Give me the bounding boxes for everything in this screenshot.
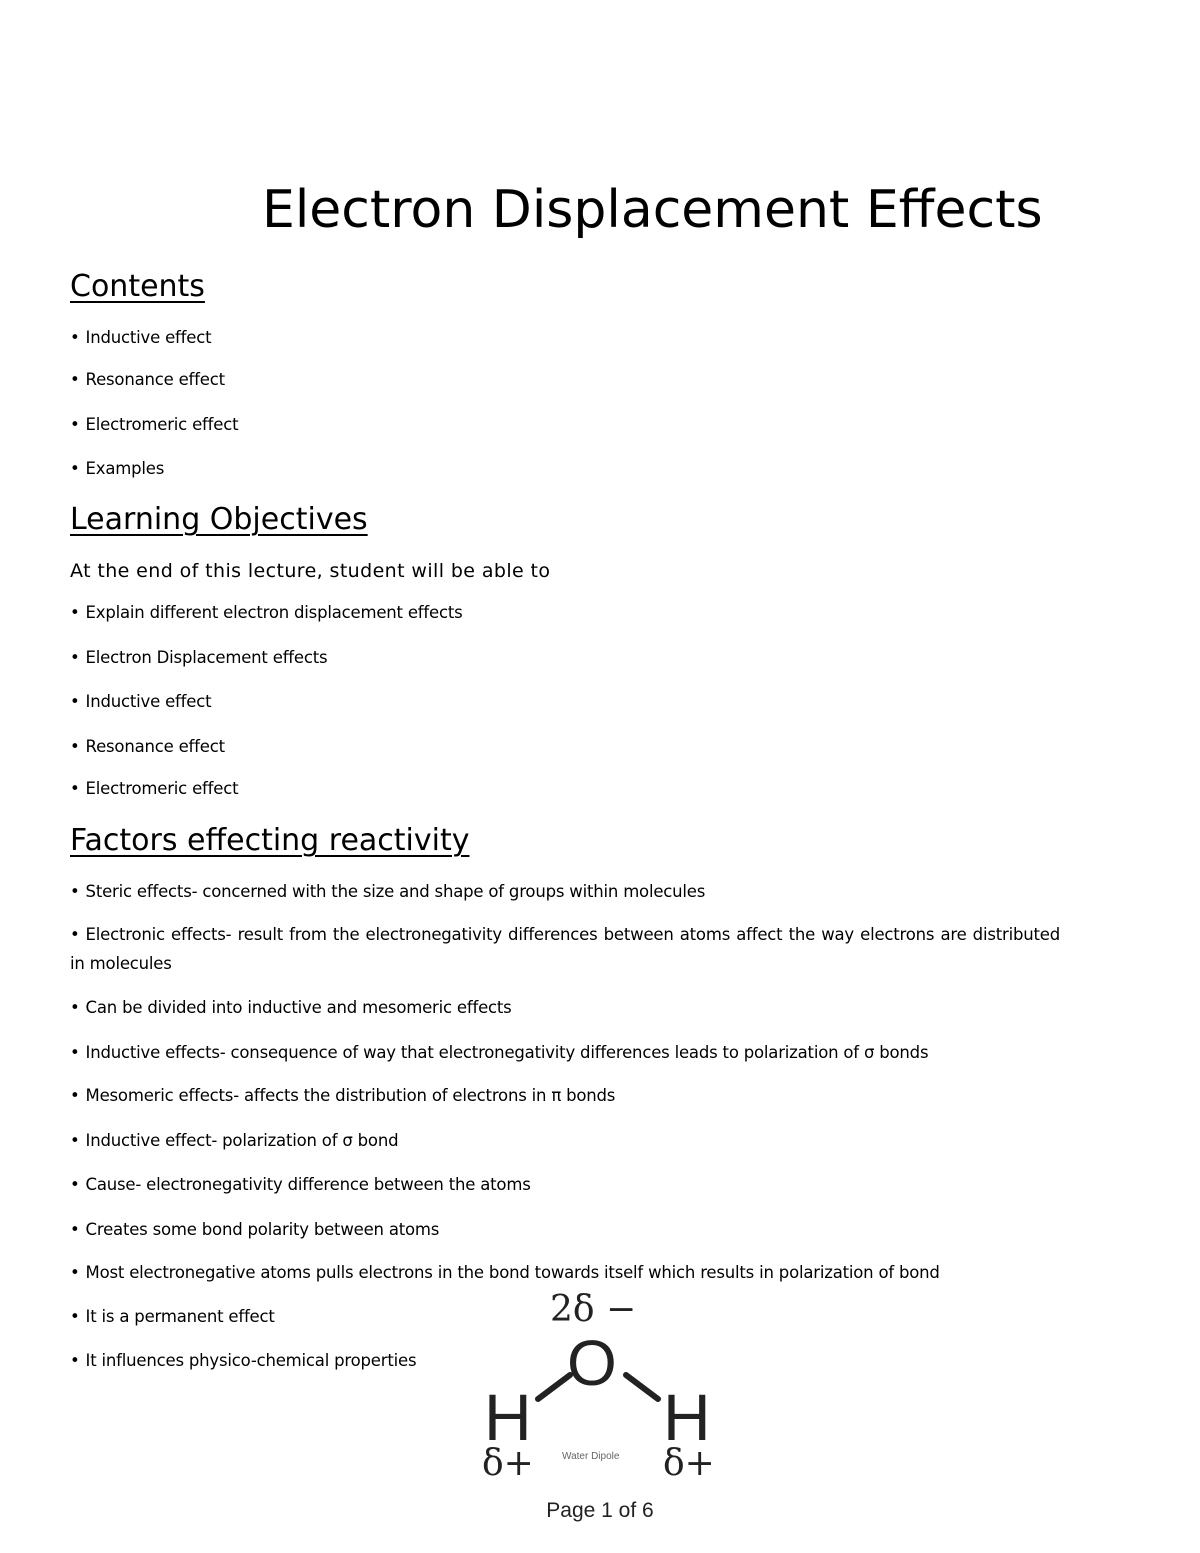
objectives-item xyxy=(70,602,463,624)
factors-item xyxy=(70,1085,615,1107)
factors-item xyxy=(70,920,1060,978)
contents-heading: Contents xyxy=(70,269,205,304)
factors-item xyxy=(70,997,512,1019)
bullet-symbol: • xyxy=(70,328,80,347)
factors-item-text: Creates some bond polarity between atoms xyxy=(85,1220,440,1239)
water-dipole-figure xyxy=(478,1285,738,1485)
factors-item-text: Steric effects- concerned with the size and shape of groups within molecules xyxy=(85,882,706,901)
objectives-item-text: Explain different electron displacement effects xyxy=(85,603,463,622)
bullet-symbol: • xyxy=(70,415,80,434)
factors-item-text: Electronic effects- result from the electronegativity differences between atoms affect the way electrons are distributed in molecules xyxy=(70,925,1060,973)
bullet-symbol: • xyxy=(70,1131,80,1150)
contents-item-text: Electromeric effect xyxy=(85,415,239,434)
bullet-symbol: • xyxy=(70,459,80,478)
objectives-item-text: Electromeric effect xyxy=(85,779,239,798)
factors-item xyxy=(70,1174,531,1196)
bullet-symbol: • xyxy=(70,925,80,944)
objectives-item xyxy=(70,647,327,669)
factors-item-text: Cause- electronegativity difference between the atoms xyxy=(85,1175,531,1194)
factors-item xyxy=(70,1350,416,1372)
bullet-symbol: • xyxy=(70,692,80,711)
contents-item xyxy=(70,369,225,391)
factors-item xyxy=(70,1262,940,1284)
objectives-item xyxy=(70,691,211,713)
contents-item xyxy=(70,327,211,349)
bullet-symbol: • xyxy=(70,1263,80,1282)
bullet-symbol: • xyxy=(70,1175,80,1194)
factors-item xyxy=(70,1042,928,1064)
factors-item-text: It is a permanent effect xyxy=(85,1307,275,1326)
bullet-symbol: • xyxy=(70,998,80,1017)
factors-item-text: Inductive effect- polarization of σ bond xyxy=(85,1131,399,1150)
left-hydrogen-charge: δ+ xyxy=(482,1443,534,1484)
document-title: Electron Displacement Effects xyxy=(262,180,1043,240)
factors-heading: Factors effecting reactivity xyxy=(70,823,470,858)
right-hydrogen-charge: δ+ xyxy=(663,1443,715,1484)
factors-item-text: It influences physico-chemical properties xyxy=(85,1351,417,1370)
bullet-symbol: • xyxy=(70,1043,80,1062)
bullet-symbol: • xyxy=(70,603,80,622)
factors-item xyxy=(70,1306,275,1328)
factors-item-text: Mesomeric effects- affects the distribution of electrons in π bonds xyxy=(85,1086,616,1105)
water-dipole-diagram xyxy=(478,1285,738,1485)
objectives-item xyxy=(70,778,238,800)
objectives-item-text: Electron Displacement effects xyxy=(85,648,328,667)
page-number: Page 1 of 6 xyxy=(546,1499,654,1522)
contents-item-text: Examples xyxy=(85,459,165,478)
bullet-symbol: • xyxy=(70,779,80,798)
factors-item-text: Inductive effects- consequence of way that electronegativity differences leads to polarization of σ bonds xyxy=(85,1043,929,1062)
factors-item xyxy=(70,1219,439,1241)
bullet-symbol: • xyxy=(70,1307,80,1326)
objectives-item-text: Inductive effect xyxy=(85,692,212,711)
contents-item xyxy=(70,458,164,480)
factors-item-text: Most electronegative atoms pulls electrons in the bond towards itself which results in polarization of bond xyxy=(85,1263,940,1282)
contents-item xyxy=(70,414,238,436)
factors-item-text: Can be divided into inductive and mesomeric effects xyxy=(85,998,512,1017)
left-hydrogen-label: H xyxy=(484,1380,532,1454)
right-bond-line xyxy=(626,1375,658,1399)
bullet-symbol: • xyxy=(70,1351,80,1370)
factors-item xyxy=(70,881,705,903)
right-hydrogen-label: H xyxy=(663,1380,711,1454)
bullet-symbol: • xyxy=(70,882,80,901)
bullet-symbol: • xyxy=(70,1220,80,1239)
objectives-item xyxy=(70,736,225,758)
bullet-symbol: • xyxy=(70,370,80,389)
objectives-item-text: Resonance effect xyxy=(85,737,225,756)
oxygen-atom-label: O xyxy=(567,1327,617,1399)
contents-item-text: Resonance effect xyxy=(85,370,225,389)
factors-item xyxy=(70,1130,398,1152)
bullet-symbol: • xyxy=(70,737,80,756)
objectives-heading: Learning Objectives xyxy=(70,502,368,537)
objectives-intro: At the end of this lecture, student will be able to xyxy=(70,560,551,582)
figure-caption: Water Dipole xyxy=(562,1451,620,1462)
contents-item-text: Inductive effect xyxy=(85,328,212,347)
left-bond-line xyxy=(538,1375,570,1399)
oxygen-charge-label: 2δ − xyxy=(550,1289,637,1330)
bullet-symbol: • xyxy=(70,648,80,667)
bullet-symbol: • xyxy=(70,1086,80,1105)
